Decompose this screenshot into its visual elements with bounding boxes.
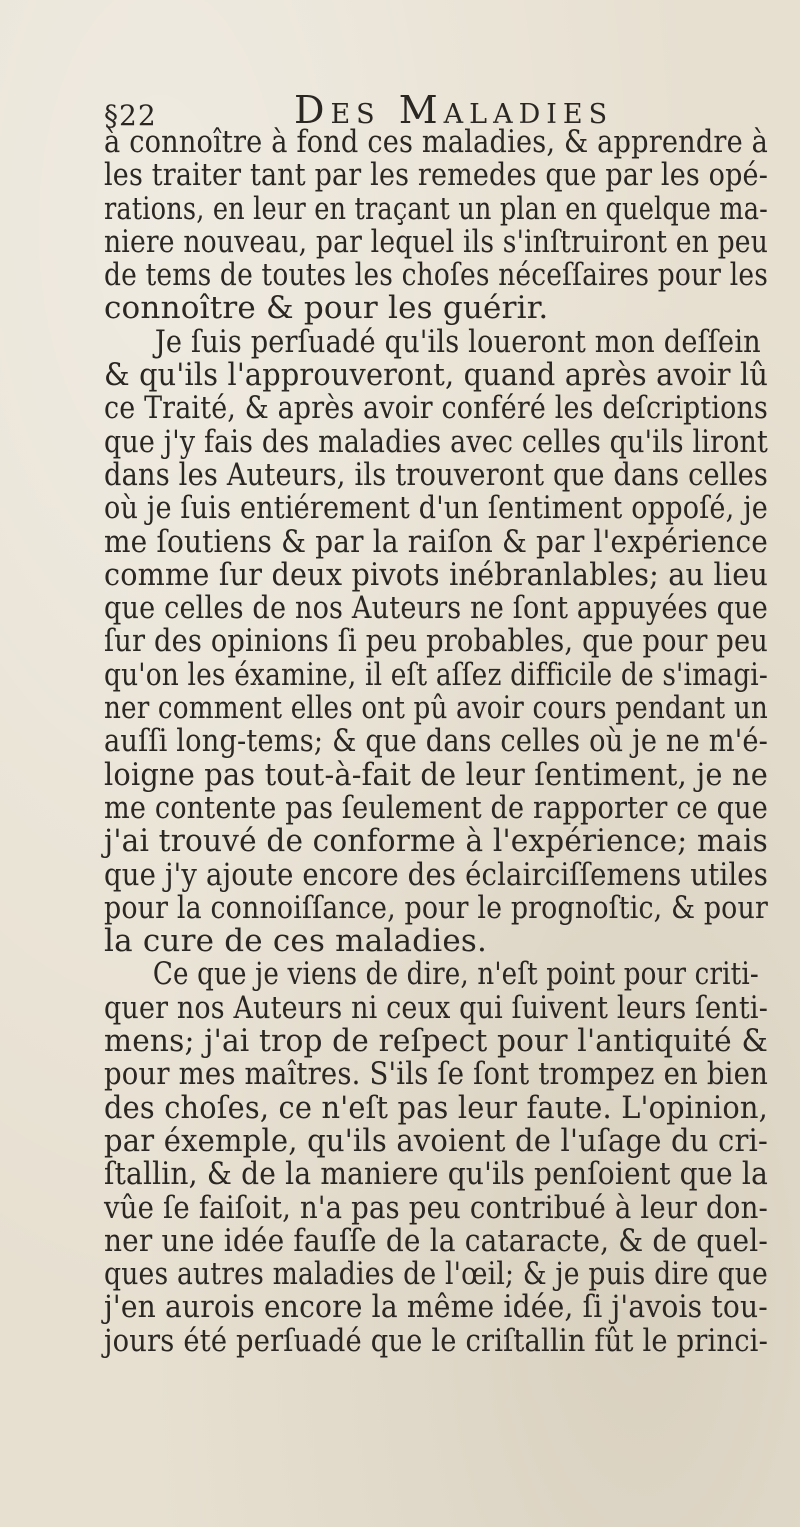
text-line: à connoître à fond ces maladies, & apprendre à xyxy=(104,124,769,160)
text-line: jours été perſuadé que le criſtallin fût le princi- xyxy=(104,1322,769,1359)
running-title: Des Maladies xyxy=(294,88,614,132)
text-line: que j'y ajoute encore des éclairciſſemens utiles xyxy=(104,856,769,893)
text-line: j'en aurois encore la même idée, ſi j'avois tou- xyxy=(104,1289,768,1326)
text-line: ſtallin, & de la maniere qu'ils penſoient que la xyxy=(104,1156,768,1193)
text-line: ner une idée fauſſe de la cataracte, & de quel- xyxy=(104,1222,768,1259)
text-line: niere nouveau, par lequel ils s'inſtruiront en peu xyxy=(104,223,769,260)
text-line: de tems de toutes les choſes néceſſaires pour les xyxy=(104,257,769,294)
paragraph-start-line: Je ſuis perſuadé qu'ils loueront mon deſſein xyxy=(154,323,761,360)
text-line: par éxemple, qu'ils avoient de l'uſage du cri- xyxy=(104,1122,768,1159)
text-line: loigne pas tout-à-fait de leur ſentiment, je ne xyxy=(104,756,768,793)
text-line: comme ſur deux pivots inébranlables; au lieu xyxy=(104,556,768,593)
text-line: me contente pas ſeulement de rapporter ce que xyxy=(104,789,768,826)
text-line: la cure de ces maladies. xyxy=(104,923,488,960)
page-number: §22 xyxy=(104,99,157,132)
body-text xyxy=(104,126,768,1358)
text-line: ſur des opinions ſi peu probables, que pour peu xyxy=(104,623,769,660)
text-line: & qu'ils l'approuveront, quand après avoir lû xyxy=(104,357,769,394)
text-line: que celles de nos Auteurs ne ſont appuyées que xyxy=(104,590,769,627)
text-line: quer nos Auteurs ni ceux qui ſuivent leurs ſenti- xyxy=(104,989,768,1026)
text-line: ce Traité, & après avoir conféré les deſcriptions xyxy=(104,390,769,427)
text-line: me ſoutiens & par la raiſon & par l'expérience xyxy=(104,523,768,560)
text-line: les traiter tant par les remedes que par les opé- xyxy=(104,157,769,194)
text-line: que j'y fais des maladies avec celles qu'ils liront xyxy=(104,423,769,460)
text-line: ques autres maladies de l'œil; & je puis dire que xyxy=(104,1256,769,1293)
text-line: qu'on les éxamine, il eſt aſſez difficile de s'imagi- xyxy=(104,656,769,693)
text-line: où je ſuis entiérement d'un ſentiment oppoſé, je xyxy=(104,490,768,527)
text-line: pour mes maîtres. S'ils ſe ſont trompez en bien xyxy=(104,1056,768,1093)
text-line: connoître & pour les guérir. xyxy=(104,290,549,327)
text-line: des choſes, ce n'eſt pas leur faute. L'opinion, xyxy=(104,1089,768,1126)
paragraph-start-line: Ce que je viens de dire, n'eſt point pour criti- xyxy=(152,956,759,993)
text-line: rations, en leur en traçant un plan en quelque ma- xyxy=(104,190,768,227)
text-line: dans les Auteurs, ils trouveront que dans celles xyxy=(104,456,769,493)
text-line: ner comment elles ont pû avoir cours pendant un xyxy=(104,690,768,727)
text-line: pour la connoiſſance, pour le prognoſtic, & pour xyxy=(104,889,768,926)
text-line: j'ai trouvé de conforme à l'expérience; mais xyxy=(104,823,768,860)
text-line: vûe ſe faiſoit, n'a pas peu contribué à leur don- xyxy=(104,1189,768,1226)
text-line: mens; j'ai trop de reſpect pour l'antiquité & xyxy=(104,1023,768,1060)
text-line: auſſi long-tems; & que dans celles où je ne m'é- xyxy=(104,723,769,760)
